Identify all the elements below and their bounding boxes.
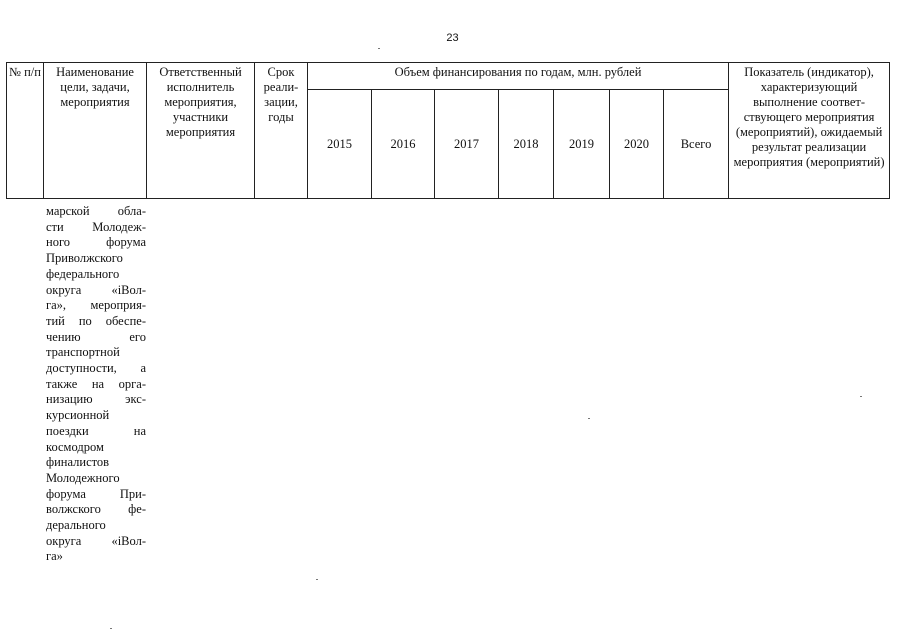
page-number: 23 [446,32,459,44]
scan-speck [860,396,862,397]
text-line: округа «iВол- [46,282,146,297]
header-year: 2017 [435,90,499,199]
text-line: сти Молодеж- [46,219,146,234]
text-line: тий по обеспе- [46,313,146,328]
header-year: 2015 [308,90,372,199]
scan-speck [110,628,112,629]
header-executor: Ответственный исполнитель мероприятия, участники мероприятия [147,63,255,199]
header-year: 2019 [554,90,610,199]
header-number: № п/п [7,63,44,199]
text-line: форума При- [46,486,146,501]
header-name: Наименование цели, задачи, мероприятия [44,63,147,199]
text-line: ного форума [46,235,146,250]
text-line: Приволжского [46,251,123,266]
text-line: федерального [46,266,120,281]
header-year: 2018 [499,90,554,199]
scan-speck [588,418,590,419]
text-line: чению его [46,329,146,344]
text-line: транспортной [46,345,120,360]
header-term: Срок реали-зации, годы [255,63,308,199]
text-line: курсионной [46,408,110,423]
text-line: га» [46,549,63,564]
text-line: доступности, а [46,361,146,376]
text-line: га», мероприя- [46,298,146,313]
text-line: поездки на [46,423,146,438]
header-year: 2016 [372,90,435,199]
header-indicator: Показатель (индикатор), характеризующий выполнение соответ-ствующего мероприятия (мероприятий), ожидаемый результат реализации мероприятия (мероприятий) [729,63,890,199]
financing-table-header [6,62,890,199]
measure-description [46,204,146,565]
text-line: марской обла- [46,204,146,218]
text-line: финалистов [46,455,110,470]
scan-speck [316,579,318,580]
scan-speck [378,48,380,49]
text-line: Молодежного [46,470,120,485]
text-line: округа «iВол- [46,533,146,548]
header-total: Всего [664,90,729,199]
text-line: космодром [46,439,104,454]
text-line: низацию экс- [46,392,146,407]
text-line: дерального [46,518,106,533]
header-year: 2020 [610,90,664,199]
text-line: волжского фе- [46,502,146,517]
text-line: также на орга- [46,376,146,391]
header-financing: Объем финансирования по годам, млн. рублей [308,63,729,90]
